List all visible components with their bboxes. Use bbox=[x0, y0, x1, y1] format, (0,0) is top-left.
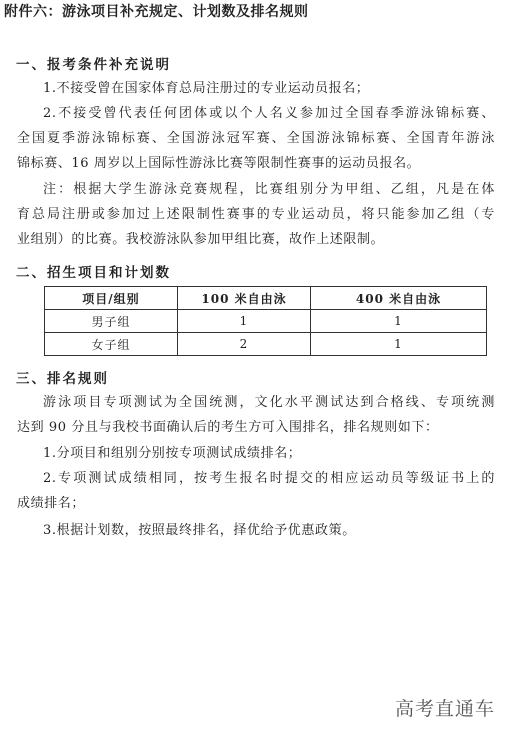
table-header-cell: 400 米自由泳 bbox=[311, 287, 487, 310]
ranking-intro bbox=[17, 390, 495, 440]
ranking-rule-1 bbox=[17, 441, 495, 466]
table-header-cell: 100 米自由泳 bbox=[178, 287, 311, 310]
table-row bbox=[45, 310, 487, 333]
document-title: 附件六：游泳项目补充规定、计划数及排名规则 bbox=[4, 4, 309, 20]
table-cell: 女子组 bbox=[45, 333, 178, 356]
requirements-note-line: 育总局注册或参加过上述限制性赛事的专业运动员，将只能参加乙组（专 bbox=[17, 207, 495, 222]
table-cell: 2 bbox=[178, 333, 311, 356]
ranking-rule-2-line: 2.专项测试成绩相同，按考生报名时提交的相应运动员等级证书上的 bbox=[43, 471, 495, 486]
ranking-rule-2 bbox=[17, 466, 495, 516]
ranking-rule-3-line: 3.根据计划数，按照最终排名，择优给予优惠政策。 bbox=[43, 523, 356, 538]
enrollment-plan-table bbox=[44, 286, 487, 356]
watermark-text: 高考直通车 bbox=[394, 698, 495, 720]
ranking-intro-line: 游泳项目专项测试为全国统测，文化水平测试达到合格线、专项统测 bbox=[43, 395, 495, 410]
section-heading-requirements: 一、报考条件补充说明 bbox=[16, 57, 171, 73]
table-header-row bbox=[45, 287, 487, 310]
ranking-rule-3 bbox=[17, 518, 495, 543]
requirements-item-2-line: 锦标赛、16 周岁以上国际性游泳比赛等限制性赛事的运动员报名。 bbox=[17, 156, 421, 171]
section-heading-ranking: 三、排名规则 bbox=[16, 371, 109, 387]
requirements-item-2-line: 2.不接受曾代表任何团体或以个人名义参加过全国春季游泳锦标赛、 bbox=[43, 106, 495, 121]
table-row bbox=[45, 333, 487, 356]
requirements-note bbox=[17, 177, 495, 252]
table-cell: 1 bbox=[178, 310, 311, 333]
ranking-rule-2-line: 成绩排名； bbox=[17, 496, 86, 511]
ranking-rule-1-line: 1.分项目和组别分别按专项测试成绩排名； bbox=[43, 446, 302, 461]
requirements-item-2 bbox=[17, 101, 495, 176]
requirements-note-line: 业组别）的比赛。我校游泳队参加甲组比赛，故作上述限制。 bbox=[17, 232, 385, 247]
table-cell: 1 bbox=[311, 333, 487, 356]
requirements-item-1 bbox=[17, 76, 495, 101]
requirements-item-1-line: 1.不接受曾在国家体育总局注册过的专业运动员报名； bbox=[43, 81, 370, 96]
table-cell: 男子组 bbox=[45, 310, 178, 333]
table-cell: 1 bbox=[311, 310, 487, 333]
table-header-cell: 项目/组别 bbox=[45, 287, 178, 310]
requirements-note-line: 注：根据大学生游泳竞赛规程，比赛组别分为甲组、乙组，凡是在体 bbox=[43, 182, 495, 197]
section-heading-plan: 二、招生项目和计划数 bbox=[16, 265, 171, 281]
requirements-item-2-line: 全国夏季游泳锦标赛、全国游泳冠军赛、全国游泳锦标赛、全国青年游泳 bbox=[17, 131, 495, 146]
ranking-intro-line: 达到 90 分且与我校书面确认后的考生方可入围排名，排名规则如下： bbox=[17, 420, 439, 435]
